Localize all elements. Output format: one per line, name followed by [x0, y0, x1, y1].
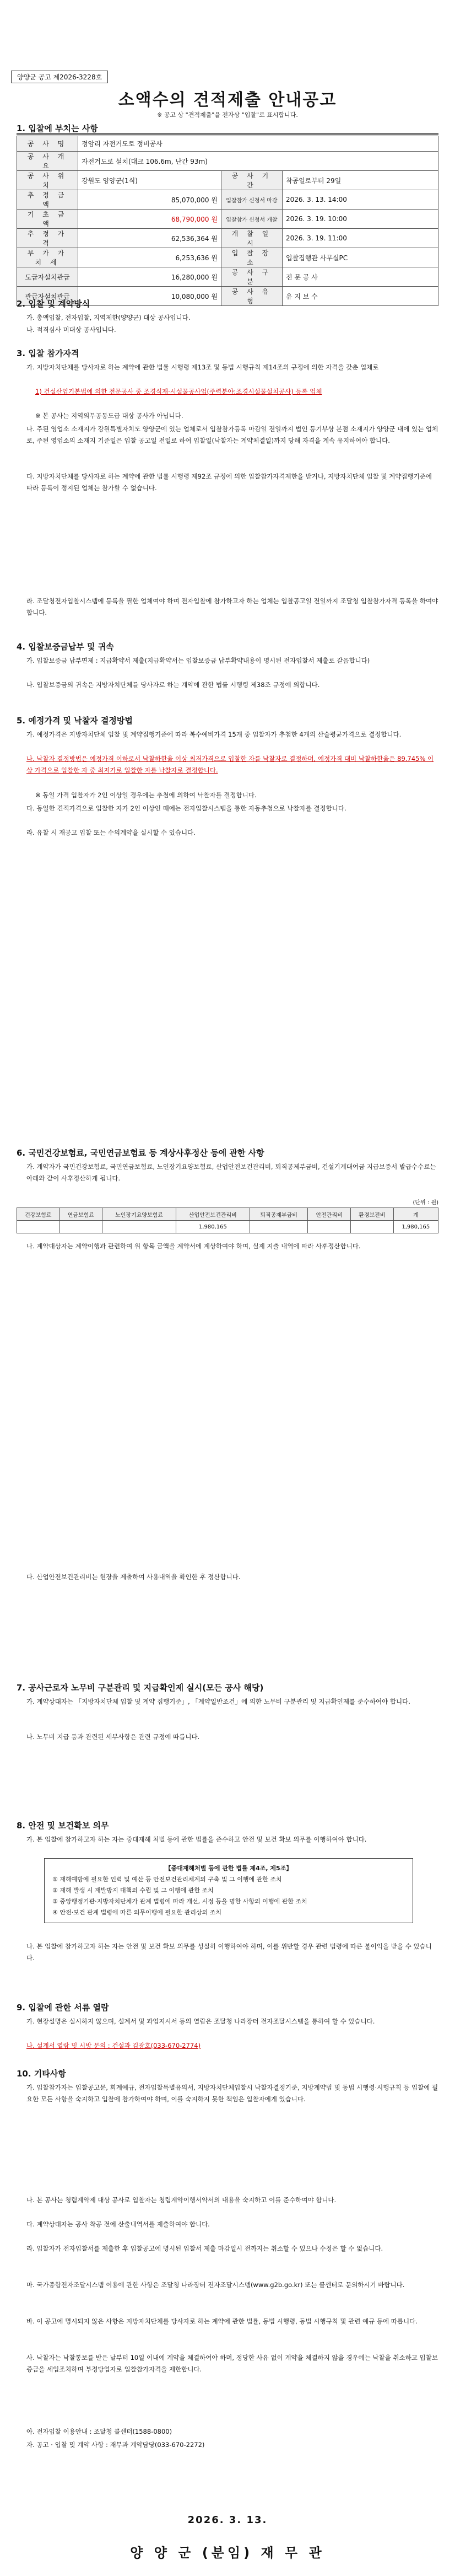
value-location: 강원도 양양군(1식) — [78, 171, 221, 190]
issuer-name: 양 양 군 (분임) 재 무 관 — [130, 2545, 325, 2561]
value-project-summary: 자전거도로 설치(대크 106.6m, 난간 93m) — [78, 152, 438, 171]
value-vat: 6,253,636 원 — [78, 248, 221, 267]
table-cell — [59, 1221, 102, 1233]
label-government-supply: 관급자설치관급 — [17, 287, 78, 306]
label-opening-time: 개 찰 일 시 — [221, 229, 282, 248]
table-row — [17, 210, 438, 229]
law-box-line: ① 재해예방에 필요한 인력 및 예산 등 안전보건관리체계의 구축 및 그 이행에 관한 조치 — [52, 1876, 282, 1883]
table-row — [17, 1221, 438, 1233]
label-work-category: 공 사 유 형 — [221, 287, 282, 306]
table-row — [17, 136, 438, 152]
page-title: 소액수의 견적제출 안내공고 — [118, 90, 337, 110]
section-7-heading: 7. 공사근로자 노무비 구분관리 및 지급확인제 실시(모든 공사 해당) — [17, 1683, 264, 1693]
value-estimated-price: 62,536,364 원 — [78, 229, 221, 248]
label-location: 공 사 위 치 — [17, 171, 78, 190]
value-project-name: 정암리 자전거도로 정비공사 — [78, 136, 438, 152]
label-base-amount: 기 초 금 액 — [17, 210, 78, 229]
label-bid-place: 입 찰 장 소 — [221, 248, 282, 267]
label-contractor-supply: 도급자설치관급 — [17, 267, 78, 287]
section-8-line: 나. 본 입찰에 참가하고자 하는 자는 안전 및 보건 확보 의무를 성실히 이행하여야 하며, 이를 위반할 경우 관련 법령에 따른 불이익을 받을 수 있습니다. — [26, 1942, 432, 1962]
section-5-line: 가. 예정가격은 지방자치단체 입찰 및 계약집행기준에 따라 복수예비가격 15개 중 입찰자가 추첨한 4개의 산술평균가격으로 결정합니다. — [26, 731, 402, 738]
table-row — [17, 248, 438, 267]
label-project-name: 공 사 명 — [17, 136, 78, 152]
value-base-amount: 68,790,000 원 — [78, 210, 221, 229]
section-5-note: ※ 동일 가격 입찰자가 2인 이상일 경우에는 추첨에 의하여 낙찰자를 결정합니다. — [35, 791, 257, 799]
section-2-heading: 2. 입찰 및 계약방식 — [17, 299, 90, 309]
section-10-line: 가. 입찰참가자는 입찰공고문, 회계예규, 전자입찰특별유의서, 지방자치단체입찰시 낙찰자결정기준, 지방계약법 및 동법 시행령·시행규칙 등 입찰에 필요한 모든 사항을 숙지하고 입찰에 참가하여야 하며, 이를 숙지하지 못한 책임은 입찰자에게 있습니다. — [26, 2084, 438, 2103]
value-government-supply: 10,080,000 원 — [78, 287, 221, 306]
section-7-line: 가. 계약상대자는 「지방자치단체 입찰 및 계약 집행기준」, 「계약일반조건」에 의한 노무비 구분관리 및 지급확인제를 준수하여야 합니다. — [26, 1698, 410, 1705]
section-5-award-method: 나. 낙찰자 결정방법은 예정가격 이하로서 낙찰하한율 이상 최저가격으로 입찰한 자를 낙찰자로 결정하며, 예정가격 대비 낙찰하한율은 89.745% 이상 가격으로 입찰한 자 중 최저가로 입찰한 자를 낙찰자로 결정합니다. — [26, 755, 434, 774]
table-cell — [351, 1221, 394, 1233]
section-10-line: 아. 전자입찰 이용안내 : 조달청 콜센터(1588-0800) — [26, 2428, 172, 2435]
label-period: 공 사 기 간 — [221, 171, 282, 190]
section-3-heading: 3. 입찰 참가자격 — [17, 348, 79, 358]
section-3-line: 가. 지방자치단체를 당사자로 하는 계약에 관한 법률 시행령 제13조 및 동법 시행규칙 제14조의 규정에 의한 자격을 갖춘 업체로 — [26, 363, 379, 371]
page-subtitle: ※ 공고 상 "견적제출"을 전자상 "입찰"로 표시합니다. — [157, 111, 298, 119]
value-period: 착공일로부터 29일 — [282, 171, 438, 190]
table-cell — [102, 1221, 176, 1233]
section-10-line: 마. 국가종합전자조달시스템 이용에 관한 사항은 조달청 나라장터 전자조달시스템(www.g2b.go.kr) 또는 콜센터로 문의하시기 바랍니다. — [26, 2281, 405, 2289]
table-row — [17, 171, 438, 190]
section-7-line: 나. 노무비 지급 등과 관련된 세부사항은 관련 규정에 따릅니다. — [26, 1733, 200, 1741]
table-cell: 1,980,165 — [176, 1221, 250, 1233]
section-9-heading: 9. 입찰에 관한 서류 열람 — [17, 2003, 109, 2012]
label-estimated-amount: 추 정 금 액 — [17, 190, 78, 210]
value-estimated-amount: 85,070,000 원 — [78, 190, 221, 210]
section-4-line: 나. 입찰보증금의 귀속은 지방자치단체를 당사자로 하는 계약에 관한 법률 시행령 제38조 규정에 의합니다. — [26, 681, 320, 689]
section-10-line: 자. 공고 · 입찰 및 계약 사항 : 재무과 계약담당(033-670-2272) — [26, 2441, 205, 2449]
insurance-table — [17, 1208, 438, 1233]
section-8-line: 가. 본 입찰에 참가하고자 하는 자는 중대재해 처벌 등에 관한 법률을 준수하고 안전 및 보건 확보 의무를 이행하여야 합니다. — [26, 1836, 367, 1843]
table-header-cell: 환경보전비 — [351, 1208, 394, 1221]
table-unit: (단위 : 원) — [413, 1200, 438, 1206]
table-cell — [250, 1221, 308, 1233]
table-header-cell: 퇴직공제부금비 — [250, 1208, 308, 1221]
section-2-line: 나. 적격심사 미대상 공사입니다. — [26, 326, 116, 334]
section-3-qualification: 1) 건설산업기본법에 의한 전문공사 중 조경식재·시설물공사업(주력분야:조경시설물설치공사) 등록 업체 — [35, 388, 322, 395]
section-5-line: 라. 유찰 시 재공고 입찰 또는 수의계약을 실시할 수 있습니다. — [26, 829, 196, 836]
table-cell — [308, 1221, 351, 1233]
table-row — [17, 152, 438, 171]
section-5-heading: 5. 예정가격 및 낙찰자 결정방법 — [17, 716, 133, 726]
value-work-category: 유 지 보 수 — [282, 287, 438, 306]
table-header-cell: 안전관리비 — [308, 1208, 351, 1221]
section-8-heading: 8. 안전 및 보건확보 의무 — [17, 1821, 109, 1831]
table-cell: 1,980,165 — [393, 1221, 438, 1233]
section-10-heading: 10. 기타사항 — [17, 2069, 66, 2079]
section-2-line: 가. 총액입찰, 전자입찰, 지역제한(양양군) 대상 공사입니다. — [26, 314, 191, 321]
notice-number: 양양군 공고 제2026-3228호 — [11, 71, 108, 83]
section-3-note: ※ 본 공사는 지역의무공동도급 대상 공사가 아닙니다. — [35, 412, 183, 420]
label-project-summary: 공 사 개 요 — [17, 152, 78, 171]
value-work-type: 전 문 공 사 — [282, 267, 438, 287]
table-header-cell: 노인장기요양보험료 — [102, 1208, 176, 1221]
law-box-line: ④ 안전·보건 관계 법령에 따른 의무이행에 필요한 관리상의 조치 — [52, 1909, 221, 1916]
section-6-heading: 6. 국민건강보험료, 국민연금보험료 등 계상사후정산 등에 관한 사항 — [17, 1148, 264, 1158]
label-estimated-price: 추 정 가 격 — [17, 229, 78, 248]
bid-info-table — [17, 136, 438, 306]
label-work-type: 공 사 구 분 — [221, 267, 282, 287]
section-6-line: 가. 계약자가 국민건강보험료, 국민연금보험료, 노인장기요양보험료, 산업안전보건관리비, 퇴직공제부금비, 건설기계대여금 지급보증서 발급수수료는 아래와 같이 사후정산하게 됩니다. — [26, 1163, 436, 1182]
label-registration-open: 입찰참가 신청서 개찰 — [221, 210, 282, 229]
value-contractor-supply: 16,280,000 원 — [78, 267, 221, 287]
section-10-line: 바. 이 공고에 명시되지 않은 사항은 지방자치단체를 당사자로 하는 계약에 관한 법률, 동법 시행령, 동법 시행규칙 및 관련 예규 등에 따릅니다. — [26, 2317, 418, 2325]
label-vat: 부 가 가 치 세 — [17, 248, 78, 267]
section-4-heading: 4. 입찰보증금납부 및 귀속 — [17, 642, 114, 652]
section-4-line: 가. 입찰보증금 납부면제 : 지급확약서 제출(지급확약서는 입찰보증금 납부확약내용이 명시된 전자입찰서 제출로 갈음합니다) — [26, 657, 370, 664]
section-1-heading: 1. 입찰에 부치는 사항 — [17, 124, 98, 133]
section-5-line: 다. 동일한 견적가격으로 입찰한 자가 2인 이상인 때에는 전자입찰시스템을 통한 자동추첨으로 낙찰자를 결정합니다. — [26, 804, 346, 812]
table-header-cell: 연금보험료 — [59, 1208, 102, 1221]
table-row — [17, 267, 438, 287]
section-6-line: 다. 산업안전보건관리비는 현장을 제출하여 사용내역을 확인한 후 정산합니다. — [26, 1573, 241, 1581]
table-header-cell: 건강보험료 — [17, 1208, 60, 1221]
section-9-line: 가. 현장설명은 실시하지 않으며, 설계서 및 과업지시서 등의 열람은 조달청 나라장터 전자조달시스템을 통하여 할 수 있습니다. — [26, 2017, 375, 2025]
section-3-line: 나. 주된 영업소 소재지가 강원특별자치도 양양군에 있는 업체로서 입찰참가등록 마감일 전일까지 법인 등기부상 본점 소재지가 양양군 내에 있는 업체로, 주된 영업소의 소재지 기준일은 입찰 공고일 전일로 하여 입찰일(낙찰자는 계약체결일)까지 당해 자격을 계속 유지하여야 합니다. — [26, 425, 438, 444]
section-10-line: 사. 낙찰자는 낙찰통보를 받은 날부터 10일 이내에 계약을 체결하여야 하며, 정당한 사유 없이 계약을 체결하지 않을 경우에는 낙찰을 취소하고 입찰보증금을 세입조치하며 부정당업자로 입찰참가자격을 제한합니다. — [26, 2354, 438, 2373]
label-registration-deadline: 입찰참가 신청서 마감 — [221, 190, 282, 210]
section-9-contact: 나. 설계서 열람 및 시방 문의 : 건설과 김광호(033-670-2774) — [26, 2042, 201, 2049]
value-opening-time: 2026. 3. 19. 11:00 — [282, 229, 438, 248]
law-excerpt-box — [44, 1858, 413, 1923]
section-6-line: 나. 계약대상자는 계약이행과 관련하여 위 항목 금액을 계약서에 계상하여야 하며, 실제 지출 내역에 따라 사후정산합니다. — [26, 1242, 361, 1250]
section-10-line: 다. 계약상대자는 공사 착공 전에 산출내역서를 제출하여야 합니다. — [26, 2220, 210, 2228]
section-10-line: 나. 본 공사는 청렴계약제 대상 공사로 입찰자는 청렴계약이행서약서의 내용을 숙지하고 이를 준수하여야 합니다. — [26, 2196, 337, 2204]
law-box-line: ② 재해 발생 시 재발방지 대책의 수립 및 그 이행에 관한 조치 — [52, 1887, 214, 1894]
value-bid-place: 입찰집행관 사무실PC — [282, 248, 438, 267]
section-3-line: 라. 조달청전자입찰시스템에 등록을 필한 업체여야 하며 전자입찰에 참가하고자 하는 업체는 입찰공고일 전일까지 조달청 입찰참가자격 등록을 하여야 합니다. — [26, 597, 438, 616]
table-header-cell: 산업안전보건관리비 — [176, 1208, 250, 1221]
value-registration-open: 2026. 3. 19. 10:00 — [282, 210, 438, 229]
notice-date: 2026. 3. 13. — [187, 2514, 268, 2526]
law-box-line: ③ 중앙행정기관·지방자치단체가 관계 법령에 따라 개선, 시정 등을 명한 사항의 이행에 관한 조치 — [52, 1898, 307, 1905]
section-10-line: 라. 입찰자가 전자입찰서를 제출한 후 입찰공고에 명시된 입찰서 제출 마감일시 전까지는 취소할 수 있으나 수정은 할 수 없습니다. — [26, 2245, 383, 2252]
table-cell — [17, 1221, 60, 1233]
table-header-row — [17, 1208, 438, 1221]
table-header-cell: 계 — [393, 1208, 438, 1221]
law-box-title: 【중대재해처벌 등에 관한 법률 제4조, 제5조】 — [165, 1865, 292, 1872]
value-registration-deadline: 2026. 3. 13. 14:00 — [282, 190, 438, 210]
table-row — [17, 229, 438, 248]
section-3-line: 다. 지방자치단체를 당사자로 하는 계약에 관한 법률 시행령 제92조 규정에 의한 입찰참가자격제한을 받거나, 지방자치단체 입찰 및 계약집행기준에 따라 등록이 정지된 업체는 참가할 수 없습니다. — [26, 473, 432, 492]
table-row — [17, 190, 438, 210]
section-divider — [17, 133, 438, 135]
